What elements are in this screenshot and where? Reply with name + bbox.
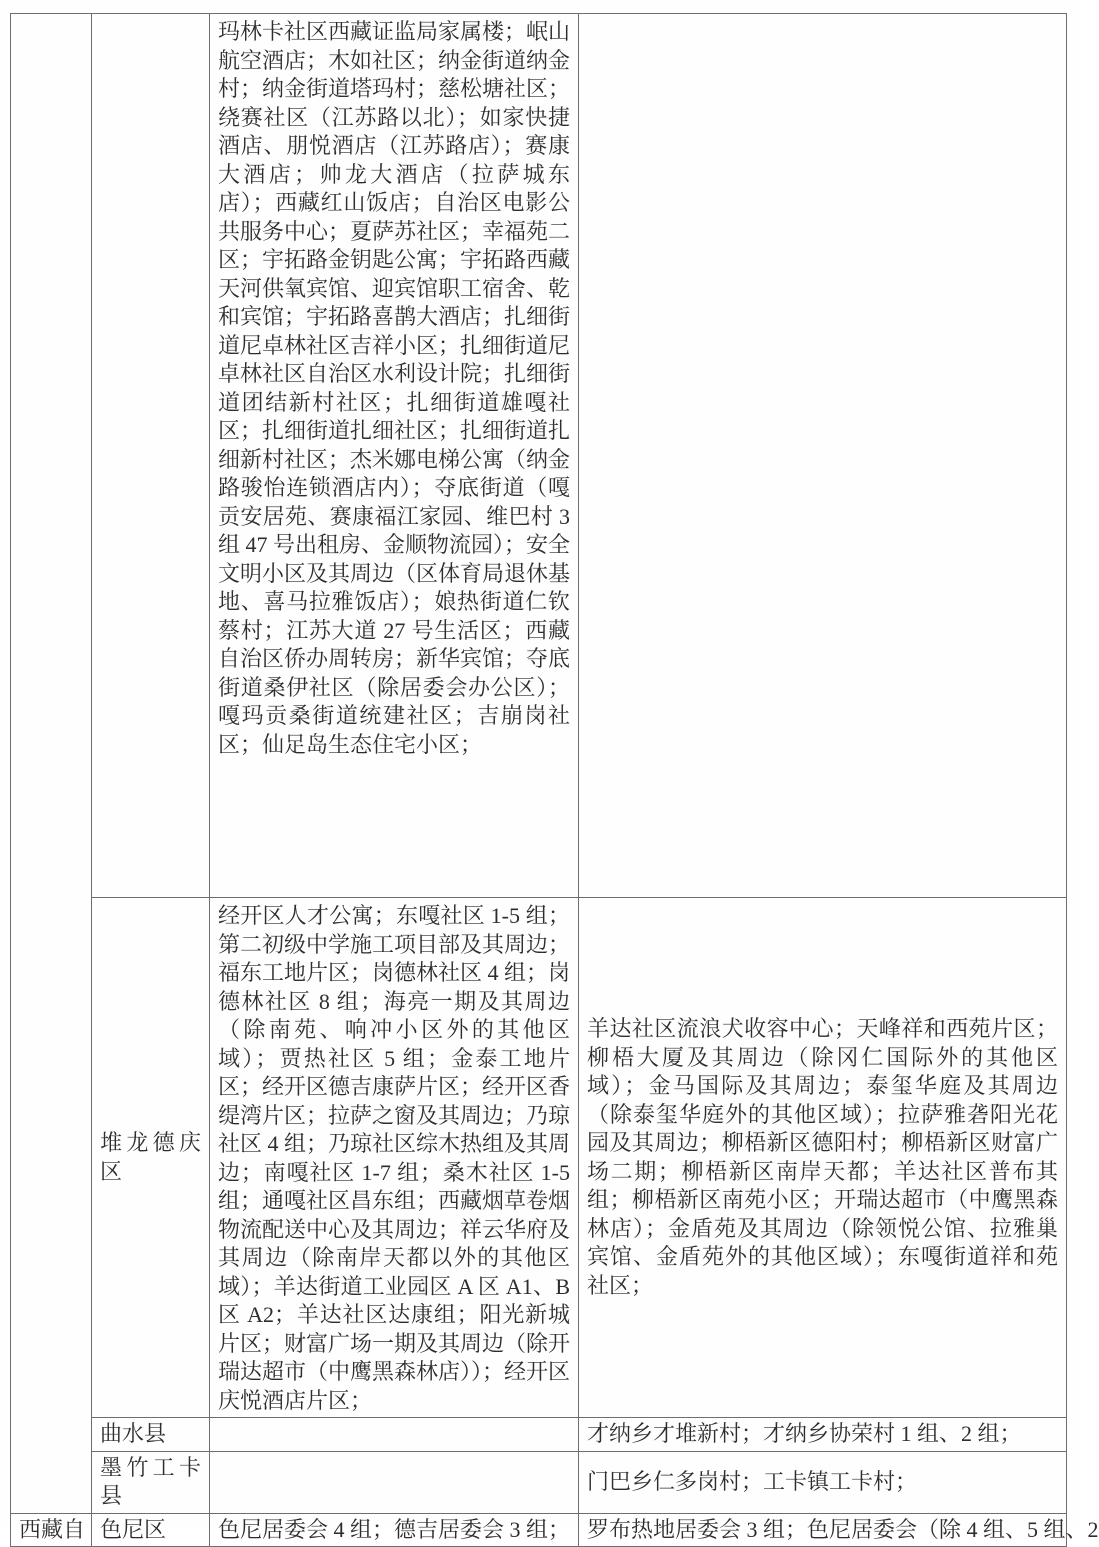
- table-row: [11, 898, 1067, 1418]
- area-list-left-cell: [210, 1451, 579, 1513]
- table-row: [11, 1451, 1067, 1513]
- district-cell: 墨竹工卡县: [92, 1451, 210, 1513]
- area-list-left-cell: [210, 1418, 579, 1452]
- table-row: [11, 1418, 1067, 1452]
- table-row: [11, 1513, 1067, 1547]
- district-cell: 色尼区: [92, 1513, 210, 1547]
- area-list-right-cell: [579, 14, 1067, 898]
- district-cell: 堆龙德庆区: [92, 898, 210, 1418]
- district-cell: 曲水县: [92, 1418, 210, 1452]
- area-list-right-cell: 门巴乡仁多岗村；工卡镇工卡村；: [579, 1451, 1067, 1513]
- area-list-right-cell: 羊达社区流浪犬收容中心；天峰祥和西苑片区；柳梧大厦及其周边（除冈仁国际外的其他区域）；金马国际及其周边；泰玺华庭及其周边（除泰玺华庭外的其他区域）；拉萨雅砻阳光花园及其周边；柳梧新区德阳村；柳梧新区财富广场二期；柳梧新区南岸天都；羊达社区普布其组；柳梧新区南苑小区；开瑞达超市（中鹰黑森林店）；金盾苑及其周边（除领悦公馆、拉雅巢宾馆、金盾苑外的其他区域）；东嘎街道祥和苑社区；: [579, 898, 1067, 1418]
- district-cell: [92, 14, 210, 898]
- area-list-left-cell: 色尼居委会 4 组；德吉居委会 3 组；: [210, 1513, 579, 1547]
- area-list-right-cell: 才纳乡才堆新村；才纳乡协荣村 1 组、2 组；: [579, 1418, 1067, 1452]
- area-list-right-cell: 罗布热地居委会 3 组；色尼居委会（除 4 组、5 组、2: [579, 1513, 1067, 1547]
- area-list-left-cell: 经开区人才公寓；东嘎社区 1-5 组；第二初级中学施工项目部及其周边；福东工地片区；岗德林社区 4 组；岗德林社区 8 组；海亮一期及其周边（除南苑、响冲小区外的其他区域）；贾热社区 5 组；金泰工地片区；经开区德吉康萨片区；经开区香缇湾片区；拉萨之窗及其周边；乃琼社区 4 组；乃琼社区综木热组及其周边；南嘎社区 1-7 组；桑木社区 1-5 组；通嘎社区昌东组；西藏烟草卷烟物流配送中心及其周边；祥云华府及其周边（除南岸天都以外的其他区域）；羊达街道工业园区 A 区 A1、B 区 A2；羊达社区达康组；阳光新城片区；财富广场一期及其周边（除开瑞达超市（中鹰黑森林店））；经开区庆悦酒店片区；: [210, 898, 579, 1418]
- province-cell: 西藏自: [11, 1513, 92, 1547]
- risk-area-table: [10, 13, 1099, 1547]
- table-row: [11, 14, 1067, 898]
- province-cell: [11, 14, 92, 1514]
- area-list-left-cell: 玛林卡社区西藏证监局家属楼；岷山航空酒店；木如社区；纳金街道纳金村；纳金街道塔玛村；慈松塘社区；绕赛社区（江苏路以北）；如家快捷酒店、朋悦酒店（江苏路店）；赛康大酒店；帅龙大酒店（拉萨城东店）；西藏红山饭店；自治区电影公共服务中心；夏萨苏社区；幸福苑二区；宇拓路金钥匙公寓；宇拓路西藏天河供氧宾馆、迎宾馆职工宿舍、乾和宾馆；宇拓路喜鹊大酒店；扎细街道尼卓林社区吉祥小区；扎细街道尼卓林社区自治区水利设计院；扎细街道团结新村社区；扎细街道雄嘎社区；扎细街道扎细社区；扎细街道扎细新村社区；杰米娜电梯公寓（纳金路骏怡连锁酒店内）；夺底街道（嘎贡安居苑、赛康福江家园、维巴村 3 组 47 号出租房、金顺物流园）；安全文明小区及其周边（区体育局退休基地、喜马拉雅饭店）；娘热街道仁钦蔡村；江苏大道 27 号生活区；西藏自治区侨办周转房；新华宾馆；夺底街道桑伊社区（除居委会办公区）；嘎玛贡桑街道统建社区；吉崩岗社区；仙足岛生态住宅小区；: [210, 14, 579, 898]
